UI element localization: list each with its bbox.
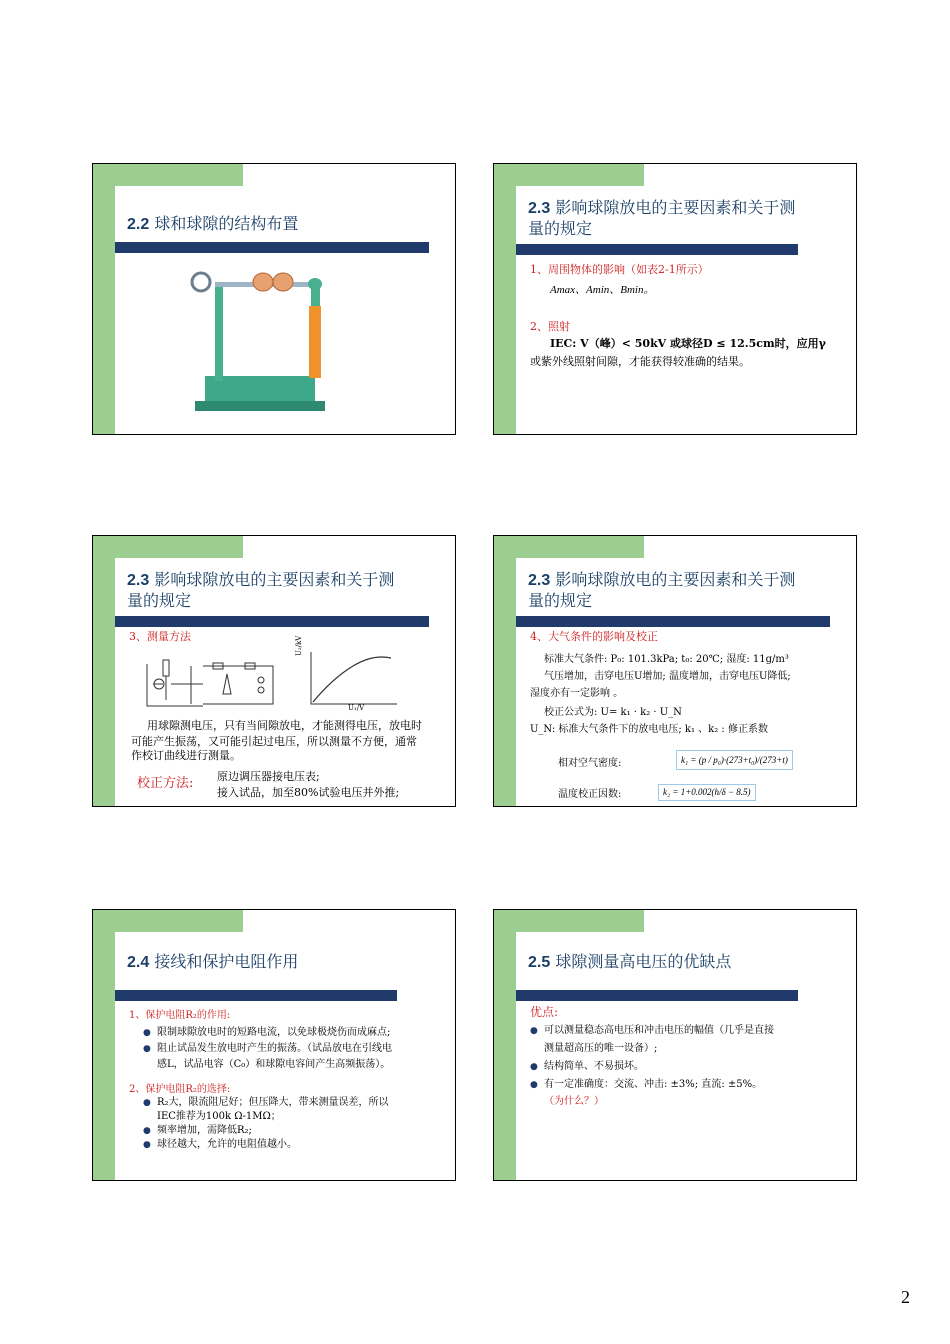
slide-2-4 (92, 909, 456, 1181)
title-number: 2.2 (127, 216, 150, 233)
line-5: U_N: 标准大气条件下的放电电压; k₁ 、k₂ : 修正系数 (530, 724, 768, 735)
title-line-2: 量的规定 (528, 591, 593, 610)
item-2-bullets (143, 1096, 449, 1152)
line-3: 湿度亦有一定影响 。 (530, 688, 624, 699)
bullet (143, 1124, 449, 1138)
item-1: 1、保护电阻R₂的作用: (129, 1010, 231, 1021)
item-2: 2、照射 (530, 320, 570, 333)
title-bar (516, 990, 798, 1001)
slide-title (127, 214, 298, 235)
slide-2-5 (493, 909, 857, 1181)
bullet-text: 有一定准确度：交流、冲击: ±3%; 直流: ±5%。 (544, 1079, 763, 1090)
body-3: 作校订曲线进行测量。 (131, 749, 241, 762)
title-text: 球和球隙的结构布置 (154, 214, 299, 233)
advantages-list (530, 1022, 848, 1094)
title-line-1: 影响球隙放电的主要因素和关于测 (154, 570, 395, 589)
bullet-text: 结构简单、不易损坏。 (544, 1061, 644, 1072)
slide-title (528, 570, 795, 611)
density-formula: k₁ = (p / p₀)·(273+t₀)/(273+t) (676, 750, 793, 770)
slide-2-3-c (493, 535, 857, 807)
slide-title (528, 198, 795, 239)
bullet (143, 1025, 449, 1041)
title-line-2: 量的规定 (127, 591, 192, 610)
calibration-1: 原边调压器接电压表; (217, 770, 320, 783)
advantages-label: 优点: (530, 1005, 559, 1019)
density-label: 相对空气密度: (558, 758, 622, 769)
title-bar (115, 990, 397, 1001)
bullet (143, 1096, 449, 1124)
bullet-text: 球径越大，允许的电阻值越小。 (157, 1139, 297, 1150)
slide-2-2 (92, 163, 456, 435)
title-number: 2.3 (528, 572, 551, 589)
slide-2-3-b (92, 535, 456, 807)
title-line-1: 影响球隙放电的主要因素和关于测 (555, 570, 796, 589)
slide-title (528, 952, 731, 973)
slide-2-3-a (493, 163, 857, 435)
title-bar (516, 616, 830, 627)
bullet-text: R₂大，限流阻尼好；但压降大，带来测量误差，所以 (157, 1097, 389, 1108)
temp-formula: k₂ = 1+0.002(h/δ − 8.5) (658, 784, 756, 801)
temp-label: 温度校正因数: (558, 789, 622, 800)
title-bar (516, 244, 798, 255)
title-line-2: 量的规定 (528, 219, 593, 238)
bullet (143, 1041, 449, 1073)
body-2: 可能产生振荡，又可能引起过电压，所以测量不方便，通常 (131, 735, 417, 748)
calibration-label: 校正方法: (137, 776, 194, 791)
why-note: （为什么？） (544, 1096, 604, 1107)
line-4: 校正公式为: U= k₁ · k₂ · U_N (544, 707, 682, 718)
bullet-text-cont: 感L，试品电容（C₀）和球隙电容间产生高频振荡）。 (157, 1059, 391, 1070)
item-2: 2、保护电阻R₂的选择: (129, 1084, 231, 1095)
item-1-sub: Amax、Amin、Bmin。 (550, 284, 655, 296)
title-text: 接线和保护电阻作用 (154, 952, 299, 971)
title-bar (115, 616, 429, 627)
page-number: 2 (901, 1287, 910, 1307)
title-text: 球隙测量高电压的优缺点 (555, 952, 732, 971)
title-number: 2.4 (127, 954, 150, 971)
title-number: 2.3 (528, 200, 551, 217)
slide-title (127, 952, 298, 973)
item-1-bullets (143, 1025, 449, 1073)
line-1: 标准大气条件: P₀: 101.3kPa; t₀: 20℃; 湿度: 11g/m³ (544, 654, 789, 665)
bullet (530, 1058, 848, 1076)
line-2: 气压增加，击穿电压U增加; 温度增加，击穿电压U降低; (544, 671, 791, 682)
title-line-1: 影响球隙放电的主要因素和关于测 (555, 198, 796, 217)
calibration-2: 接入试品，加至80%试验电压并外推; (217, 786, 400, 799)
title-number: 2.3 (127, 572, 150, 589)
bullet-text: 频率增加，需降低R₂; (157, 1125, 252, 1136)
bullet (143, 1138, 449, 1152)
bullet-text: 限制球隙放电时的短路电流，以免球极烧伤而成麻点; (157, 1027, 391, 1038)
item-2-body-1: IEC: V（峰）< 50kV 或球径D ≤ 12.5cm时，应用γ (550, 337, 826, 350)
body-1: 用球隙测电压，只有当间隙放电，才能测得电压，放电时 (147, 719, 422, 732)
bullet-text-cont: IEC推荐为100k Ω-1MΩ； (157, 1111, 281, 1122)
curve-y-label: U₂/kV (295, 635, 303, 656)
bullet-text-cont: 测量超高压的唯一设备）; (544, 1043, 658, 1054)
circuit-diagram (143, 654, 283, 716)
bullet (530, 1076, 848, 1094)
title-bar (115, 242, 429, 253)
bullet (530, 1022, 848, 1058)
curve-x-label: U₁/V (348, 704, 365, 712)
bullet-text: 阻止试品发生放电时产生的振荡。（试品放电在引线电 (157, 1043, 392, 1054)
title-number: 2.5 (528, 954, 551, 971)
bullet-text: 可以测量稳态高电压和冲击电压的幅值（几乎是直接 (544, 1025, 774, 1036)
sphere-gap-apparatus-image (185, 256, 333, 416)
item-1: 1、周围物体的影响（如表2-1所示） (530, 263, 709, 276)
item-3: 3、测量方法 (129, 630, 191, 643)
item-2-body-2: 或紫外线照射间隙，才能获得较准确的结果。 (530, 355, 750, 368)
item-4: 4、大气条件的影响及校正 (530, 630, 658, 643)
calibration-curve (303, 648, 403, 712)
slide-title (127, 570, 394, 611)
